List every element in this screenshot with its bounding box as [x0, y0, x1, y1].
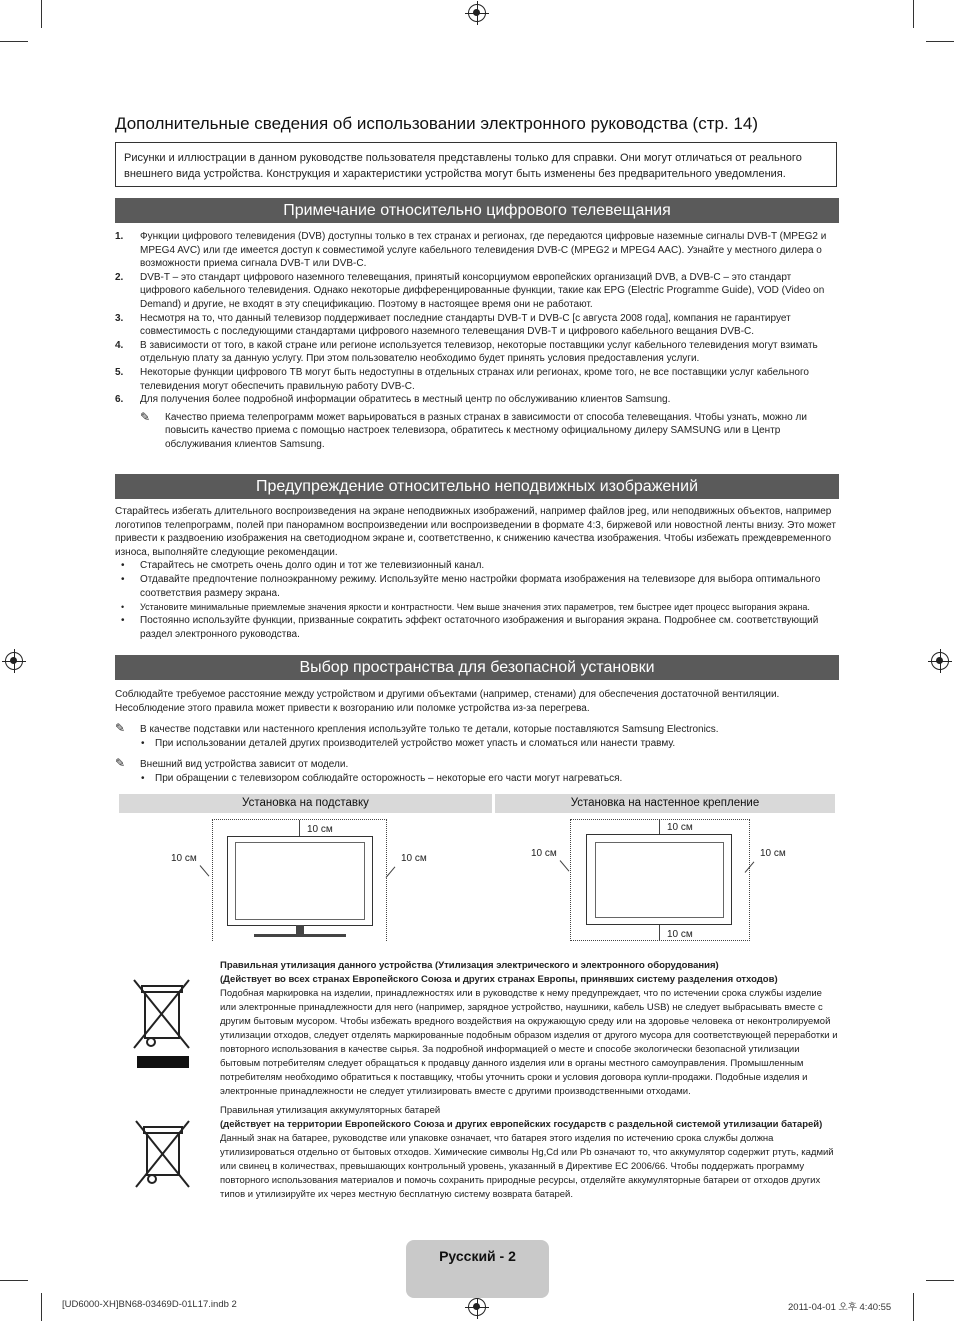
clearance-bottom-label: 10 см — [667, 929, 693, 940]
note — [115, 411, 840, 452]
weee-text — [220, 959, 840, 1099]
battery-disposal-block — [115, 1103, 840, 1203]
note-text: Внешний вид устройства зависит от модели. — [140, 759, 349, 771]
crossed-battery-bin-icon — [134, 1119, 192, 1189]
crop-mark — [913, 0, 914, 28]
note-text: Качество приема телепрограмм может варьироваться в разных странах в зависимости от способа телевещания. Чтобы узнать, можно ли повысить качество приема с помощью настроек телевизора, обратитесь к местному официальному дилеру SAMSUNG или в Центр обслуживания клиентов Samsung. — [165, 411, 807, 450]
item-text: В зависимости от того, в какой стране или регионе используется телевизор, некоторые поставщики услуг кабельного телевидения могут взимать отдельную плату за данную услугу. При этом пользователю необходимо будет принять условия предоставления услуги. — [140, 339, 818, 365]
item-text: Несмотря на то, что данный телевизор поддерживает последние стандарты DVB-T и DVB-C [с августа 2008 года], компания не гарантирует совместимость с последующими стандартами цифрового наземного телевещания DVB-T и цифрового кабельного вещания DVB-C. — [140, 312, 791, 338]
item-number: 5. — [115, 366, 124, 378]
bullet-text: Старайтесь не смотреть очень долго один и тот же телевизионный канал. — [140, 560, 485, 572]
crop-mark — [926, 41, 954, 42]
bullet-icon: • — [121, 602, 125, 613]
clearance-top-label: 10 см — [667, 822, 693, 833]
crop-mark — [41, 1293, 42, 1321]
weee-title: Правильная утилизация данного устройства (Утилизация электрического и электронного оборудования) — [220, 960, 719, 971]
item-text: Функции цифрового телевидения (DVB) доступны только в тех странах и регионах, где передаются цифровые наземные сигналы DVB-T (MPEG2 и MPEG4 AVC) или где имеется доступ к совместимой услуге кабельного телевидения DVB-C (MPEG2 и MPEG4 AAC). Узнайте у местного дилера о возможности приема сигнала DVB-T или DVB-C. — [140, 231, 827, 270]
registration-mark-icon — [468, 1298, 486, 1316]
note — [115, 723, 840, 737]
item-text: Для получения более подробной информации обратитесь в местный центр по обслуживанию клиентов Samsung. — [140, 394, 671, 406]
pencil-note-icon: ✎ — [115, 721, 126, 736]
dimension-line — [200, 865, 210, 876]
list-item — [115, 339, 840, 366]
battery-subtitle: (действует на территории Европейского Союза и других европейских государств с раздельной системой утилизации батарей) — [220, 1119, 823, 1130]
print-timestamp: 2011-04-01 오후 4:40:55 — [788, 1302, 892, 1313]
bullet-text: При использовании деталей других производителей устройство может упасть и сломаться или нанести травму. — [155, 737, 676, 749]
list-item — [115, 312, 840, 339]
still-intro: Старайтесь избегать длительного воспроизведения на экране неподвижных изображений, например файлов jpeg, или неподвижных объектов, например логотипов телепрограмм, полей при панорамном воспроизведении или воспроизведении в формате 4:3, биржевой или новостной ленты внизу. Это может привести к раздвоению изображения на светодиодном экране и, соответственно, к снижению качества изображения. Чтобы избежать преждевременного износа, выполняйте следующие рекомендации. — [115, 506, 836, 558]
dimension-line — [560, 860, 570, 871]
clearance-left-label: 10 см — [531, 848, 557, 859]
item-text: DVB-T – это стандарт цифрового наземного телевещания, принятый консорциумом европейских организаций DVB, а DVB-C – это стандарт цифрового кабельного телевидения. Однако некоторые дифференцированные функции, такие как EPG (Electric Programme Guide), VOD (Video on Demand) и другие, не входят в эту спецификацию. Поэтому в настоящее время они не работают. — [140, 271, 825, 310]
section-heading-digital: Примечание относительно цифрового телевещания — [115, 198, 839, 223]
crop-mark — [41, 0, 42, 28]
item-number: 3. — [115, 312, 124, 324]
weee-subtitle: (Действует во всех странах Европейского Союза и других странах Европы, принявших систему разделения отходов) — [220, 974, 778, 985]
crop-mark — [0, 1280, 28, 1281]
clearance-right-label: 10 см — [401, 853, 427, 864]
digital-list — [115, 230, 840, 452]
battery-body: Данный знак на батарее, руководстве или упаковке означает, что батарея этого изделия по истечению срока службы должна утилизироваться отдельно от бытовых отходов. Химические символы Hg,Cd или Pb означают то, что аккумулятор содержит ртуть, кадмий или свинец в количествах, превышающих контрольный уровень, указанный в Директиве ЕС 2006/66. Чтобы поддержать программу повторного использования материалов и помочь сохранить природные ресурсы, отделяйте аккумуляторные батареи от отходов других типов и утилизируйте их через местную бесплатную систему возврата батарей. — [220, 1133, 834, 1200]
tv-screen — [595, 842, 724, 918]
bullet-text: Отдавайте предпочтение полноэкранному режиму. Используйте меню настройки формата изображения на телевизоре для выбора оптимального соответствия размеру экрана. — [140, 573, 821, 599]
registration-mark-icon — [931, 652, 949, 670]
list-item — [115, 230, 840, 271]
battery-text — [220, 1104, 840, 1202]
list-item — [115, 737, 840, 751]
tv-stand-neck — [296, 925, 304, 934]
item-number: 1. — [115, 231, 124, 242]
list-item — [115, 559, 840, 573]
list-item — [115, 573, 840, 600]
crossed-wheelie-bin-icon — [131, 978, 195, 1073]
list-item — [115, 600, 840, 614]
bullet-text: Постоянно используйте функции, призванные сократить эффект остаточного изображения и выгорания экрана. Подробнее см. соответствующий раздел электронного руководства. — [140, 615, 819, 640]
tv-screen — [235, 842, 365, 920]
crop-mark — [913, 1293, 914, 1321]
note-box: Рисунки и иллюстрации в данном руководстве пользователя представлены только для справки. Они могут отличаться от реального внешнего вида устройства. Конструкция и характеристики устройства могут быть изменены без предварительного уведомления. — [115, 142, 837, 187]
crop-mark — [0, 41, 28, 42]
clearance-right-label: 10 см — [760, 848, 786, 859]
item-number: 2. — [115, 271, 124, 283]
list-item — [115, 772, 840, 786]
list-item — [115, 393, 840, 407]
weee-disposal-block — [115, 958, 840, 1098]
note-text: В качестве подставки или настенного крепления используйте только те детали, которые поставляются Samsung Electronics. — [140, 724, 719, 736]
still-images-section — [115, 505, 840, 641]
pencil-note-icon: ✎ — [140, 409, 151, 424]
bullet-icon: • — [121, 615, 125, 627]
clearance-top-label: 10 см — [307, 824, 333, 835]
stand-install-header: Установка на подставку — [119, 794, 492, 813]
dimension-line — [659, 820, 660, 834]
item-number: 6. — [115, 394, 124, 406]
bullet-icon: • — [121, 573, 125, 585]
list-item — [115, 614, 840, 641]
page-title: Дополнительные сведения об использовании электронного руководства (стр. 14) — [115, 114, 758, 133]
note — [115, 758, 840, 772]
page-number-tab: Русский - 2 — [406, 1240, 549, 1298]
dimension-line — [659, 925, 660, 940]
list-item — [115, 366, 840, 393]
bullet-icon: • — [121, 560, 125, 572]
dimension-line — [299, 820, 300, 836]
bullet-icon: • — [141, 737, 145, 749]
list-item — [115, 271, 840, 312]
safe-space-section — [115, 688, 840, 786]
weee-body: Подобная маркировка на изделии, принадлежностях или в руководстве к нему предупреждает, что по истечении срока службы изделие или электронные принадлежности для него (например, зарядное устройство, наушники, кабель USB) не следует выбрасывать вместе с другим бытовым мусором. Чтобы избежать вредного воздействия на окружающую среду или на здоровье человека от неконтролируемой утилизации отходов, следует отделять маркированные подобным образом изделия от другого мусора для соответствующей переработки и повторного использования в качестве сырья. За подробной информацией о месте и способе экологически безопасной утилизации бытовым потребителям следует обращаться к продавцу данного изделия или в органы местного самоуправления. Промышленным потребителям необходимо обратиться к поставщику, чтобы уточнить сроки и условия договора купли-продажи. Подобные изделия и электронные принадлежности не следует утилизировать вместе с другими производственными отходами. — [220, 988, 838, 1097]
pencil-note-icon: ✎ — [115, 756, 126, 771]
item-number: 4. — [115, 339, 124, 351]
section-heading-safe-space: Выбор пространства для безопасной установки — [115, 655, 839, 680]
clearance-left-label: 10 см — [171, 853, 197, 864]
battery-title: Правильная утилизация аккумуляторных батарей — [220, 1105, 441, 1116]
item-text: Некоторые функции цифрового ТВ могут быть недоступны в отдельных странах или регионах, кроме того, не все поставщики услуг кабельного телевидения могут обеспечить правильную работу DVB-C. — [140, 366, 809, 392]
bullet-text: Установите минимальные приемлемые значения яркости и контрастности. Чем выше значения этих параметров, тем быстрее идет процесс выгорания экрана. — [140, 602, 810, 613]
crop-mark — [926, 1280, 954, 1281]
dimension-line — [386, 866, 396, 877]
tv-stand-base — [254, 934, 346, 937]
safe-space-intro: Соблюдайте требуемое расстояние между устройством и другими объектами (например, стенами) для обеспечения достаточной вентиляции. Несоблюдение этого правила может привести к возгоранию или поломке устройства из-за перегрева. — [115, 689, 780, 714]
registration-mark-icon — [468, 4, 486, 22]
wall-install-header: Установка на настенное крепление — [495, 794, 835, 813]
bullet-text: При обращении с телевизором соблюдайте осторожность – некоторые его части могут нагреваться. — [155, 772, 623, 784]
registration-mark-icon — [5, 652, 23, 670]
print-file-info: [UD6000-XH]BN68-03469D-01L17.indb 2 — [62, 1299, 237, 1310]
section-heading-still-images: Предупреждение относительно неподвижных изображений — [115, 474, 839, 499]
bullet-icon: • — [141, 772, 145, 784]
